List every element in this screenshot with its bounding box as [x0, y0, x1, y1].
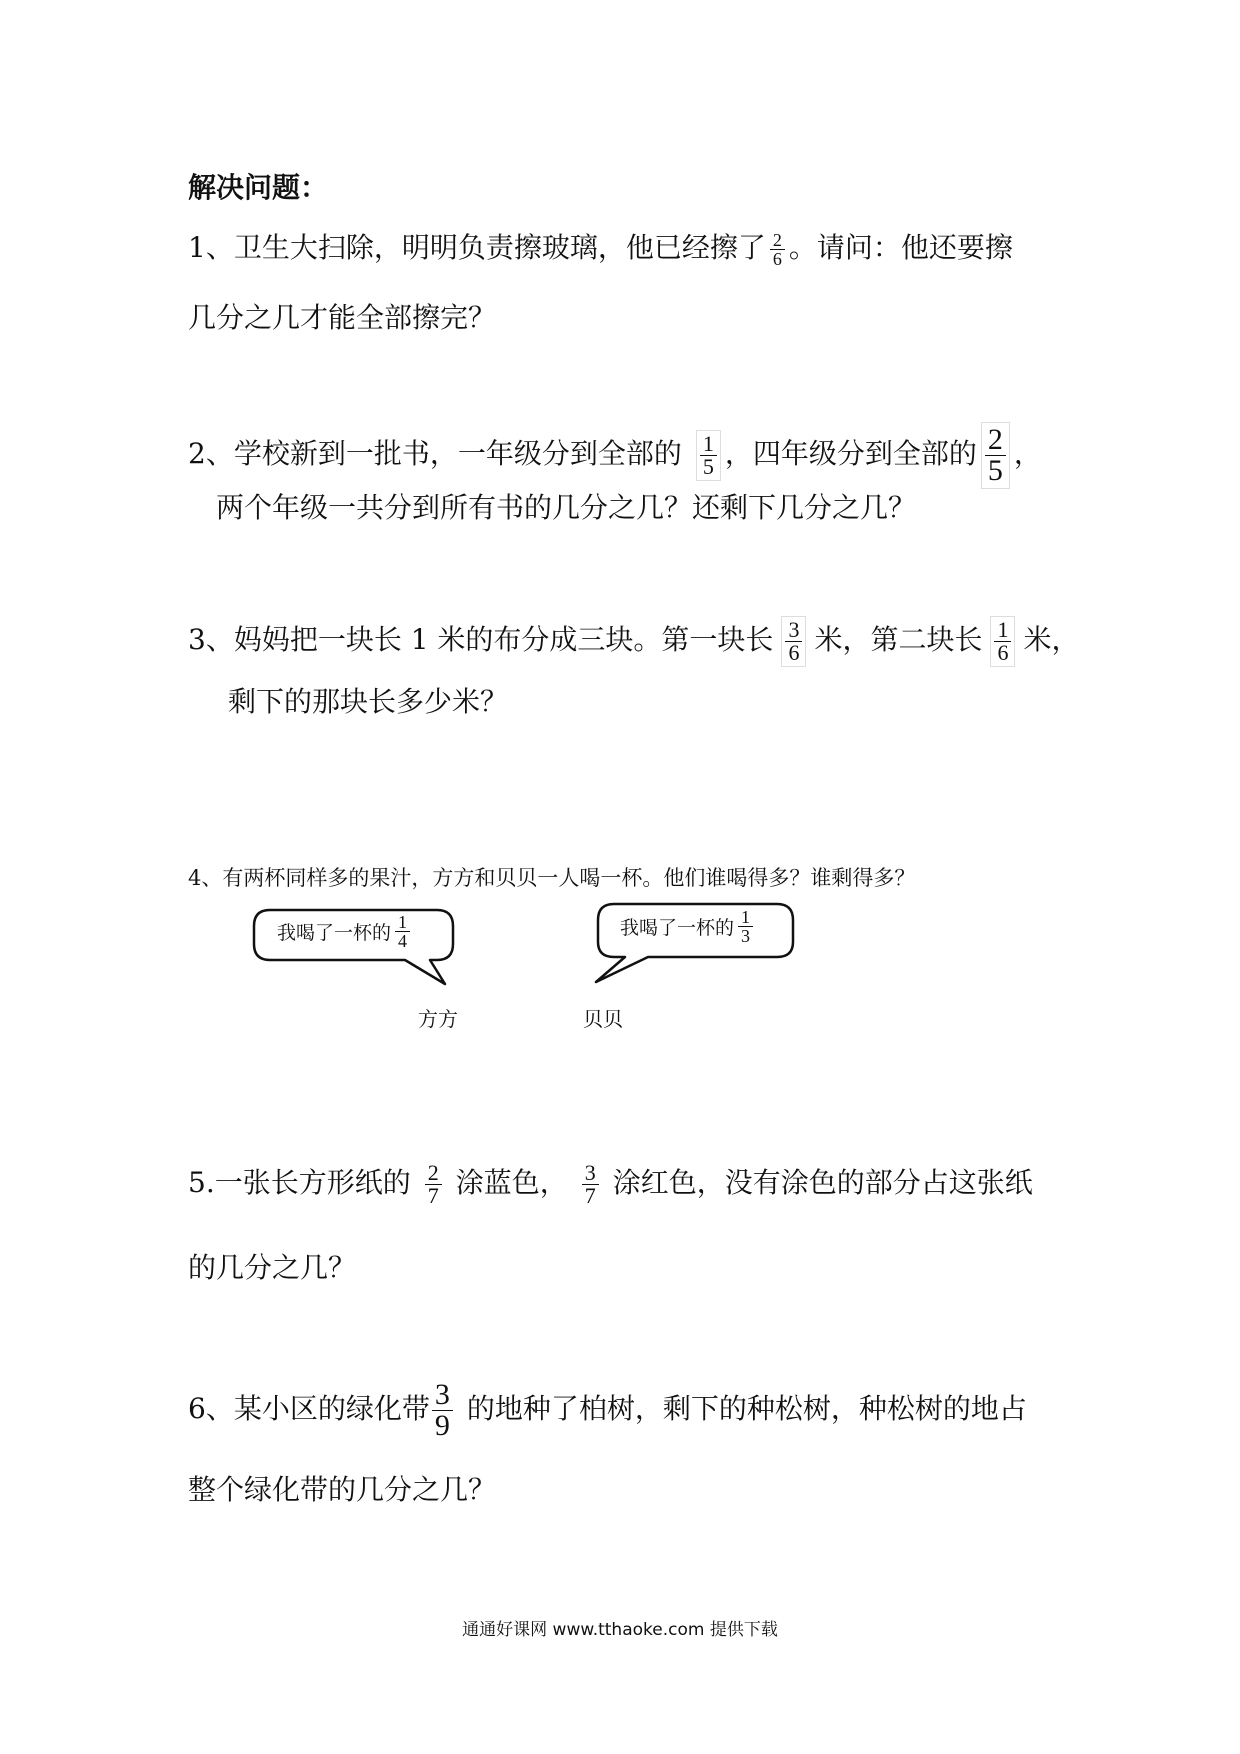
bubble-2-text: 我喝了一杯的 [620, 917, 735, 939]
q6-frac-num: 3 [434, 1378, 450, 1411]
q3-frac1-den: 6 [788, 640, 800, 665]
q2-text-a: 2、学校新到一批书，一年级分到全部的 [188, 437, 682, 470]
q6-fraction [432, 1380, 453, 1441]
q2-frac2-den: 5 [987, 454, 1003, 487]
q2-text-b: ，四年级分到全部的 [724, 437, 977, 470]
q1-frac-den: 6 [772, 249, 782, 269]
speaker-name-2: 贝贝 [583, 1007, 623, 1031]
q5-text-c: 涂红色，没有涂色的部分占这张纸 [612, 1166, 1033, 1199]
bubble-1-frac-den: 4 [398, 931, 408, 951]
bubble-2-fraction [738, 908, 753, 945]
q5-frac1-num: 2 [427, 1160, 439, 1185]
question-3-line-2: 剩下的那块长多少米？ [228, 685, 509, 718]
q1-text-b: 。请问：他还要擦 [788, 231, 1013, 264]
section-title: 解决问题： [188, 171, 329, 204]
q6-text-a: 6、某小区的绿化带 [188, 1392, 430, 1425]
question-1-line-2: 几分之几才能全部擦完？ [188, 301, 497, 334]
q3-frac2-num: 1 [997, 617, 1009, 642]
q5-frac2-den: 7 [584, 1183, 596, 1208]
q5-text-b: 涂蓝色， [455, 1166, 568, 1199]
question-6-line-2: 整个绿化带的几分之几？ [188, 1473, 497, 1506]
question-5-line-1 [188, 1162, 1033, 1207]
q5-fraction-1 [425, 1162, 442, 1207]
question-6-line-1 [188, 1380, 1027, 1441]
q5-text-a: 5.一张长方形纸的 [188, 1166, 411, 1199]
q2-frac2-num: 2 [987, 423, 1003, 456]
q3-text-a: 3、妈妈把一块长 1 米的布分成三块。第一块长 [188, 623, 774, 656]
speech-bubble-1 [277, 913, 414, 950]
question-5-line-2: 的几分之几？ [188, 1251, 357, 1284]
q5-frac1-den: 7 [427, 1183, 439, 1208]
q1-text-a: 1、卫生大扫除，明明负责擦玻璃，他已经擦了 [188, 231, 766, 264]
bubble-2-frac-num: 1 [741, 907, 751, 927]
q1-frac-num: 2 [772, 230, 782, 250]
bubble-1-frac-num: 1 [398, 912, 408, 932]
q2-frac1-num: 1 [702, 431, 714, 456]
q3-text-b: 米，第二块长 [814, 623, 983, 656]
q6-frac-den: 9 [434, 1409, 450, 1442]
q3-frac1-num: 3 [788, 617, 800, 642]
q2-frac1-den: 5 [702, 454, 714, 479]
question-2-line-2: 两个年级一共分到所有书的几分之几？还剩下几分之几？ [216, 491, 917, 524]
question-4-line-1: 4、有两杯同样多的果汁，方方和贝贝一人喝一杯。他们谁喝得多？谁剩得多？ [188, 866, 916, 890]
page-footer: 通通好课网 www.tthaoke.com 提供下载 [462, 1620, 778, 1640]
q3-frac2-den: 6 [997, 640, 1009, 665]
q2-text-c: ， [1013, 437, 1042, 470]
q3-text-c: 米， [1023, 623, 1080, 656]
bubble-1-text: 我喝了一杯的 [277, 922, 392, 944]
q5-frac2-num: 3 [584, 1160, 596, 1185]
q6-text-b: 的地种了柏树，剩下的种松树，种松树的地占 [466, 1392, 1027, 1425]
speaker-name-1: 方方 [418, 1007, 458, 1031]
bubble-1-fraction [395, 913, 410, 950]
speech-bubble-2 [620, 908, 757, 945]
bubble-2-frac-den: 3 [741, 926, 751, 946]
q5-fraction-2 [582, 1162, 599, 1207]
